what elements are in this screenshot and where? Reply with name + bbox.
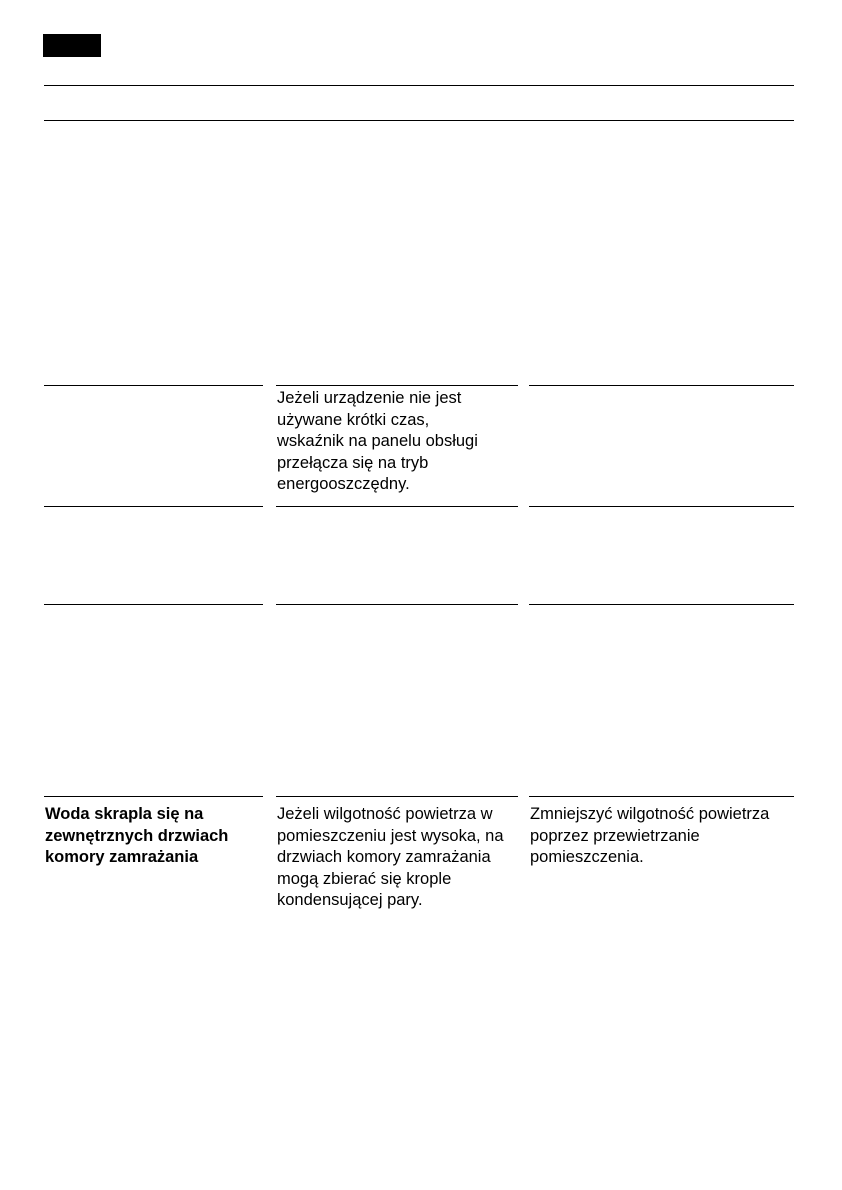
row-divider xyxy=(44,385,263,386)
cause-cell: Jeżeli wilgotność powietrza w pomieszczeniu jest wysoka, na drzwiach komory zamrażania mogą zbierać się krople kondensującej pary. xyxy=(277,805,504,909)
cause-cell: Jeżeli urządzenie nie jest używane krótki czas, wskaźnik na panelu obsługi przełącza się na tryb energooszczędny. xyxy=(277,389,478,493)
row-divider xyxy=(276,796,518,797)
row-divider xyxy=(529,604,794,605)
row-divider xyxy=(529,385,794,386)
language-tab xyxy=(43,34,101,57)
row-divider xyxy=(44,604,263,605)
row-divider xyxy=(529,796,794,797)
row-divider xyxy=(276,604,518,605)
remedy-cell: Zmniejszyć wilgotność powietrza poprzez przewietrzanie pomieszczenia. xyxy=(530,805,770,866)
header-rule-top xyxy=(44,85,794,86)
fault-cell: Woda skrapla się na zewnętrznych drzwiach komory zamrażania xyxy=(45,805,229,866)
header-rule-bottom xyxy=(44,120,794,121)
row-divider xyxy=(276,385,518,386)
row-divider xyxy=(44,796,263,797)
row-divider xyxy=(276,506,518,507)
row-divider xyxy=(529,506,794,507)
row-divider xyxy=(44,506,263,507)
